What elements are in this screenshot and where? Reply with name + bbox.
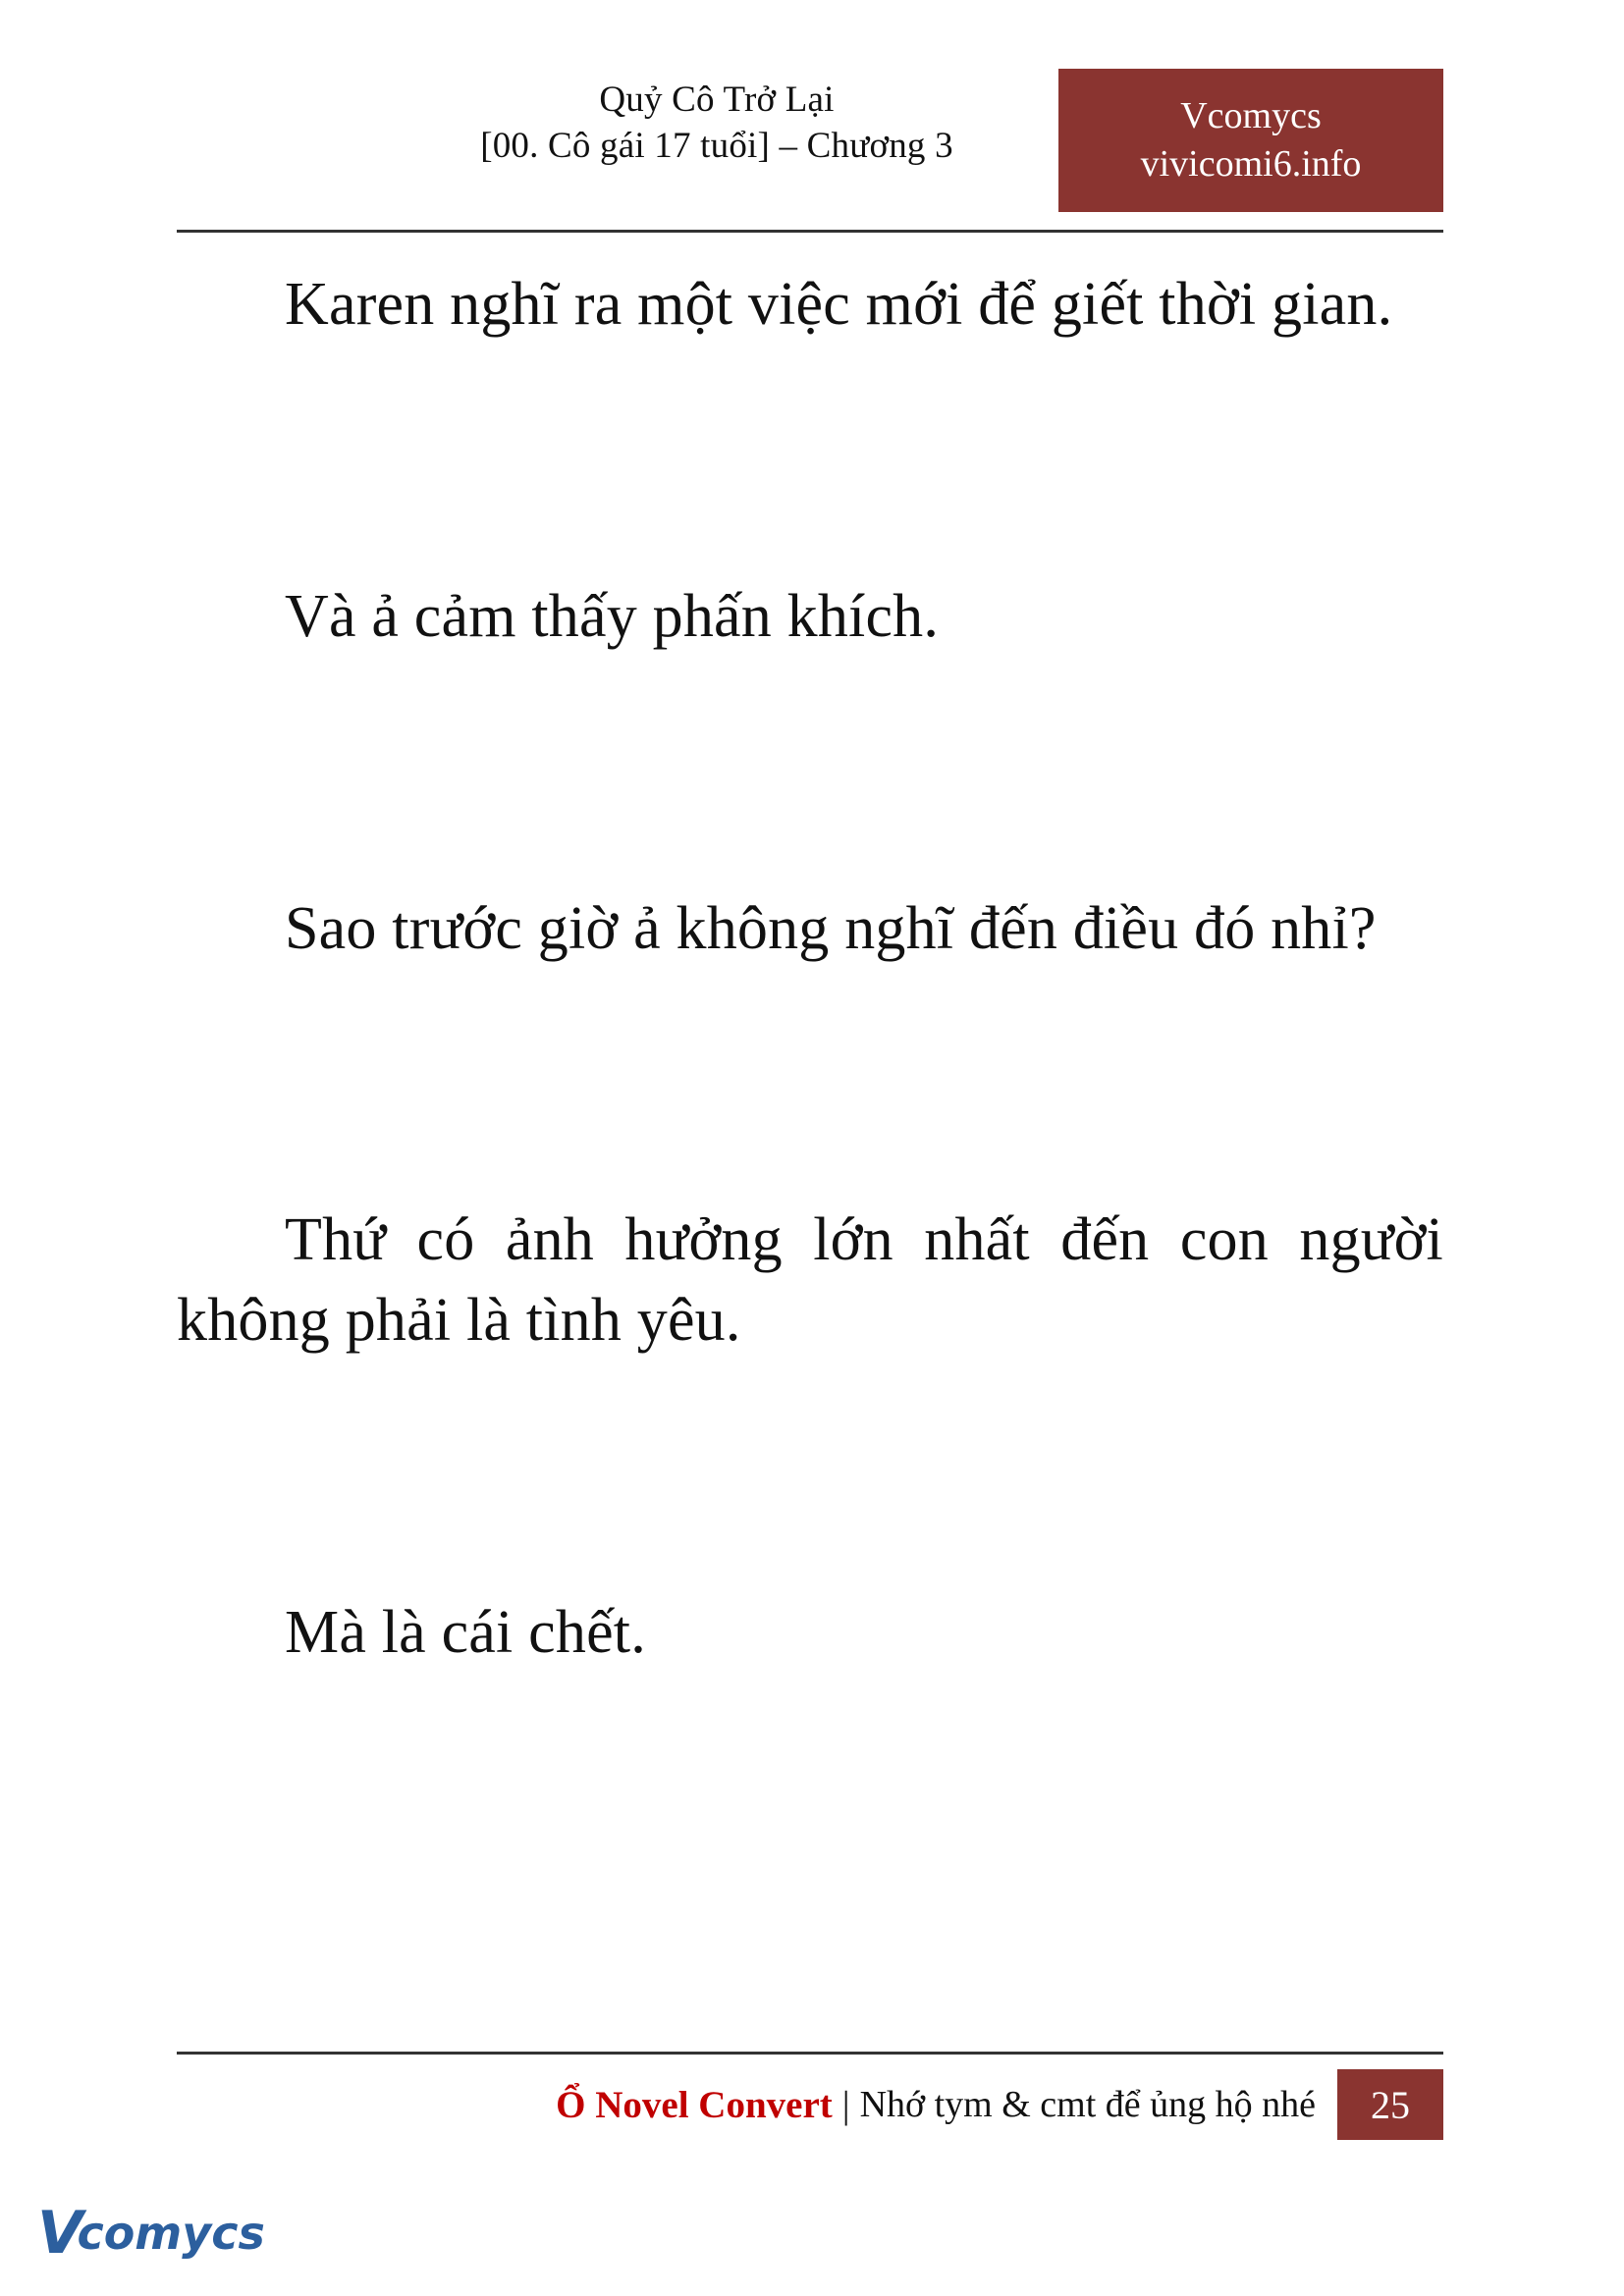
chapter-title: [00. Cô gái 17 tuổi] – Chương 3 — [480, 126, 953, 167]
paragraph-spacer — [177, 1085, 1443, 1201]
vcomycs-logo — [37, 2191, 263, 2275]
footer-brand: Ổ Novel Convert — [556, 2083, 833, 2126]
paragraph: Thứ có ảnh hưởng lớn nhất đến con người không phải là tình yêu. — [177, 1206, 1443, 1355]
paragraph: Mà là cái chết. — [285, 1599, 646, 1667]
paragraph: Karen nghĩ ra một việc mới để giết thời gian. — [285, 271, 1393, 338]
site-badge — [1058, 69, 1443, 212]
footer-text-group — [556, 2069, 1316, 2140]
paragraph: Và ả cảm thấy phấn khích. — [285, 582, 940, 650]
site-badge-name: Vcomycs — [1180, 94, 1322, 136]
footer-note: Nhớ tym & cmt để ủng hộ nhé — [859, 2084, 1316, 2125]
book-title: Quỷ Cô Trở Lại — [599, 80, 835, 120]
footer-divider — [177, 2052, 1443, 2055]
paragraph: Sao trước giờ ả không nghĩ đến điều đó nhỉ? — [285, 894, 1377, 962]
footer-separator: | — [841, 2083, 850, 2126]
page-number: 25 — [1337, 2069, 1443, 2140]
paragraph-spacer — [177, 461, 1443, 577]
logo-mark-icon: V — [37, 2199, 83, 2268]
page-content — [177, 265, 1443, 1789]
logo-text: comycs — [77, 2207, 265, 2260]
paragraph-spacer — [177, 774, 1443, 889]
site-badge-url: vivicomi6.info — [1140, 143, 1362, 185]
header-divider — [177, 230, 1443, 233]
page-footer — [177, 2069, 1443, 2140]
page-header — [177, 77, 1443, 224]
header-title-block — [373, 77, 1060, 170]
paragraph-spacer — [177, 1477, 1443, 1593]
